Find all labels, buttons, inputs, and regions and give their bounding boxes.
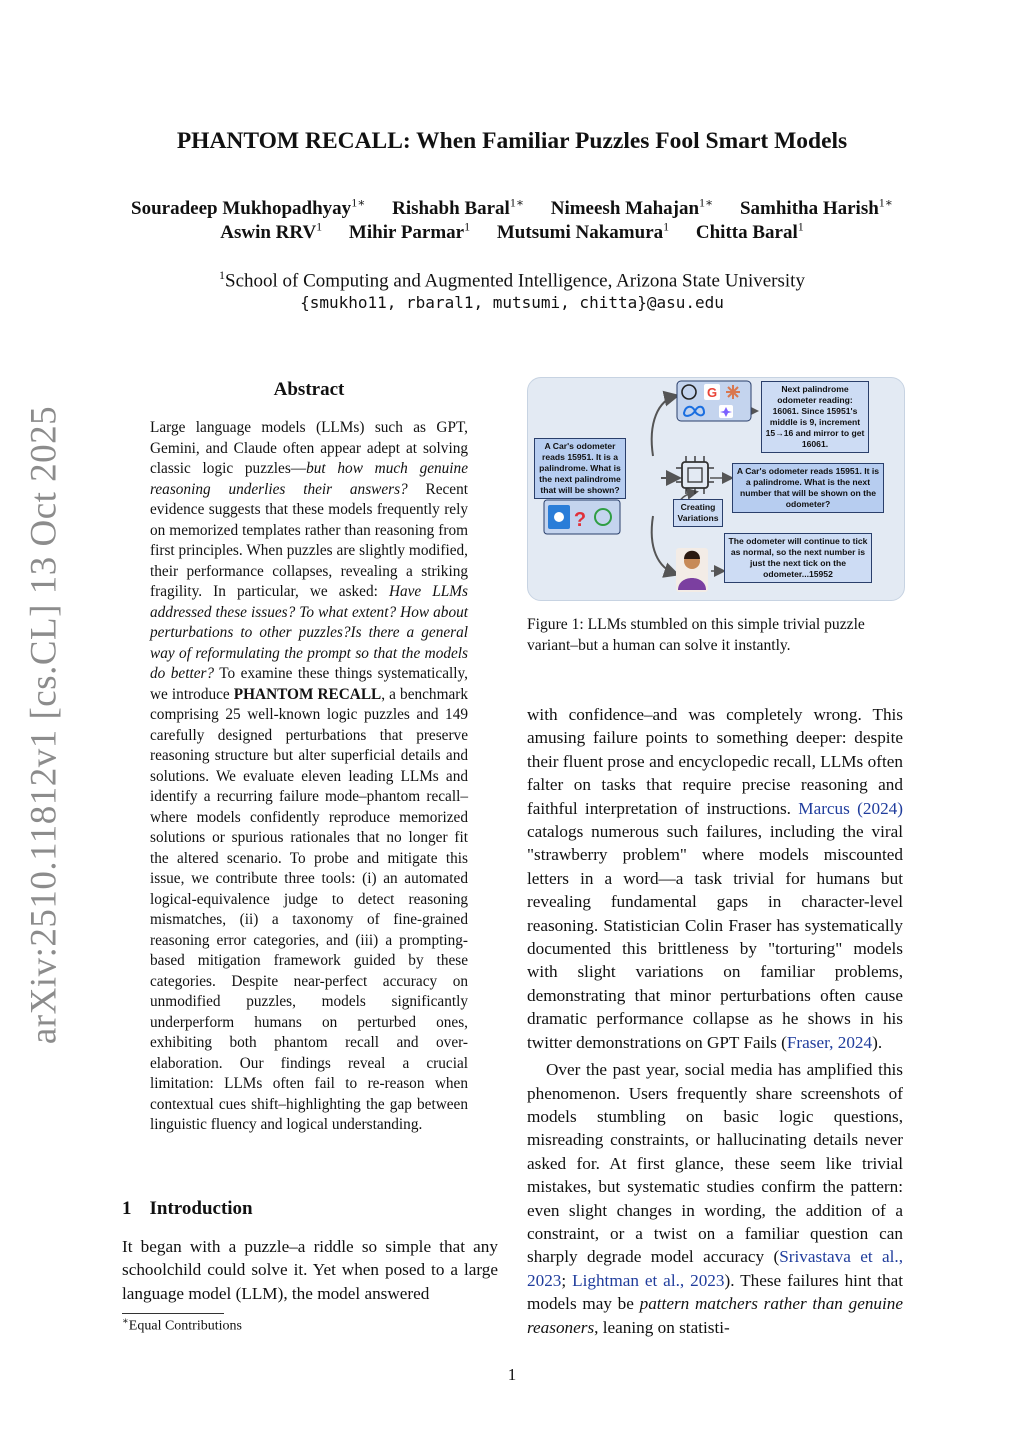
footnote: ∗Equal Contributions (122, 1316, 242, 1334)
arxiv-identifier: arXiv:2510.11812v1 [cs.CL] 13 Oct 2025 (23, 405, 65, 1045)
authors-row-1 (0, 196, 1024, 220)
citation-link[interactable]: Lightman et al., 2023 (572, 1270, 725, 1290)
author-emails: {smukho11, rbaral1, mutsumi, chitta}@asu.edu (300, 293, 724, 312)
figure-1 (527, 377, 905, 601)
puzzle-original-box: A Car's odometer reads 15951. It is a palindrome. What is the next palindrome that will be shown? (534, 438, 626, 499)
figure-1-caption: Figure 1: LLMs stumbled on this simple trivial puzzle variant–but a human can solve it instantly. (527, 616, 865, 654)
citation-link[interactable]: Fraser, 2024 (786, 1032, 873, 1052)
arrow-to-llms (652, 396, 676, 456)
llm-logos-panel (677, 381, 751, 421)
affiliation: $^1$School of Computing and Augmented Intelligence, Arizona State University (219, 268, 805, 292)
citation-link[interactable]: (2024) (857, 798, 903, 818)
puzzle-icons-panel (544, 500, 620, 534)
citation-link[interactable]: Srivastava et al., 2023 (527, 1247, 904, 1290)
svg-text:G: G (706, 385, 718, 400)
introduction-text-right (527, 703, 903, 1339)
human-avatar (676, 548, 708, 592)
author: Samhitha Harish$^{1∗}$ (739, 196, 893, 220)
citation-link[interactable]: Marcus (798, 798, 850, 818)
claude-icon (726, 385, 740, 399)
authors-row-2 (0, 220, 1024, 244)
section-heading-introduction: 1 Introduction (122, 1198, 253, 1219)
processor-chip-icon (676, 456, 714, 494)
llm-answer-box: Next palindrome odometer reading: 16061. Since 15951's middle is 9, increment 15→16 and mirror to get 16061. (761, 381, 869, 453)
author: Nimeesh Mahajan$^{1∗}$ (550, 196, 714, 220)
paragraph: Over the past year, social media has amplified this phenomenon. Users frequently share screenshots of models stumbling on basic logic questions, misreading constraints, or hallucinating details never asked for. At first glance, these seem like trivial mistakes, but systematic studies confirm the pattern: even slight changes in wording, the addition of a constraint, or a twist on a familiar question can sharply degrade model accuracy (Srivastava et al., 2023; Lightman et al., 2023). These failures hint that models may be pattern matchers rather than genuine reasoners, leaning on statisti- (527, 1060, 904, 1337)
author: Mihir Parmar$^1$ (348, 220, 471, 244)
creating-variations-box: Creating Variations (673, 499, 723, 527)
page-number: 1 (507, 1365, 517, 1384)
footnote-rule (122, 1313, 224, 1314)
paragraph: with confidence–and was completely wrong. This amusing failure points to something deeper: despite their fluent prose and encyclopedic recall, LLMs often falter on tasks that require precise reasoning and faithful interpretation of instructions. Marcus (2024) catalogs numerous such failures, including the viral "strawberry problem" where models miscounted letters in a word—a task trivial for humans but revealing fundamental gaps in character-level reasoning. Statistician Colin Fraser has systematically documented this brittleness by "torturing" models with slight variations on familiar problems, demonstrating that minor perturbations often cause dramatic performance collapse as he shows in his twitter demonstrations on GPT Fails (Fraser, 2024). (527, 705, 903, 1052)
abstract-heading: Abstract (273, 379, 345, 400)
author: Aswin RRV$^1$ (220, 220, 323, 244)
author: Souradeep Mukhopadhyay$^{1∗}$ (131, 196, 366, 220)
puzzle-variant-box: A Car's odometer reads 15951. It is a palindrome. What is the next number that will be shown on the odometer? (732, 463, 884, 513)
author: Chitta Baral$^1$ (695, 220, 804, 244)
author: Mutsumi Nakamura$^1$ (496, 220, 670, 244)
human-answer-box: The odometer will continue to tick as normal, so the next number is just the next tick on the odometer...15952 (724, 533, 872, 583)
abstract-body: Large language models (LLMs) such as GPT, Gemini, and Claude often appear adept at solving classic logic puzzles—but how much genuine reasoning underlies their answers? Recent evidence suggests that these models frequently rely on memorized templates rather than reasoning from first principles. When puzzles are slightly modified, their performance collapses, revealing a striking fragility. In particular, we asked: Have LLMs addressed these issues? To what extent? How about perturbations to other puzzles?Is there a general way of reformulating the prompt so that the models do better? To examine these things systematically, we introduce PHANTOM RECALL, a benchmark comprising 25 well-known logic puzzles and 149 carefully designed perturbations that preserve reasoning structure but alter superficial details and solutions. We evaluate eleven leading LLMs and identify a recurring failure mode–phantom recall–where models confidently reproduce memorized solutions or spurious rationales that no longer fit the altered scenario. To probe and mitigate this issue, we contribute three tools: (i) an automated logical-equivalence judge to detect reasoning mismatches, (ii) a taxonomy of fine-grained reasoning error categories, and (iii) a prompting-based mitigation framework guided by these categories. Despite near-perfect accuracy on unmodified puzzles, models significantly underperform humans on perturbed ones, exhibiting both phantom recall and over-elaboration. Our findings reveal a crucial limitation: LLMs often fail to re-reason when contextual cues shift–highlighting the gap between linguistic fluency and logical understanding. (150, 419, 468, 1133)
introduction-paragraph-left: It began with a puzzle–a riddle so simple that any schoolchild could solve it. Yet when posed to a large language model (LLM), the model answered (122, 1237, 498, 1303)
question-mark-icon: ? (573, 509, 587, 531)
paper-title: PHANTOM RECALL: When Familiar Puzzles Fool Smart Models (176, 128, 848, 154)
author: Rishabh Baral$^{1∗}$ (392, 196, 524, 220)
